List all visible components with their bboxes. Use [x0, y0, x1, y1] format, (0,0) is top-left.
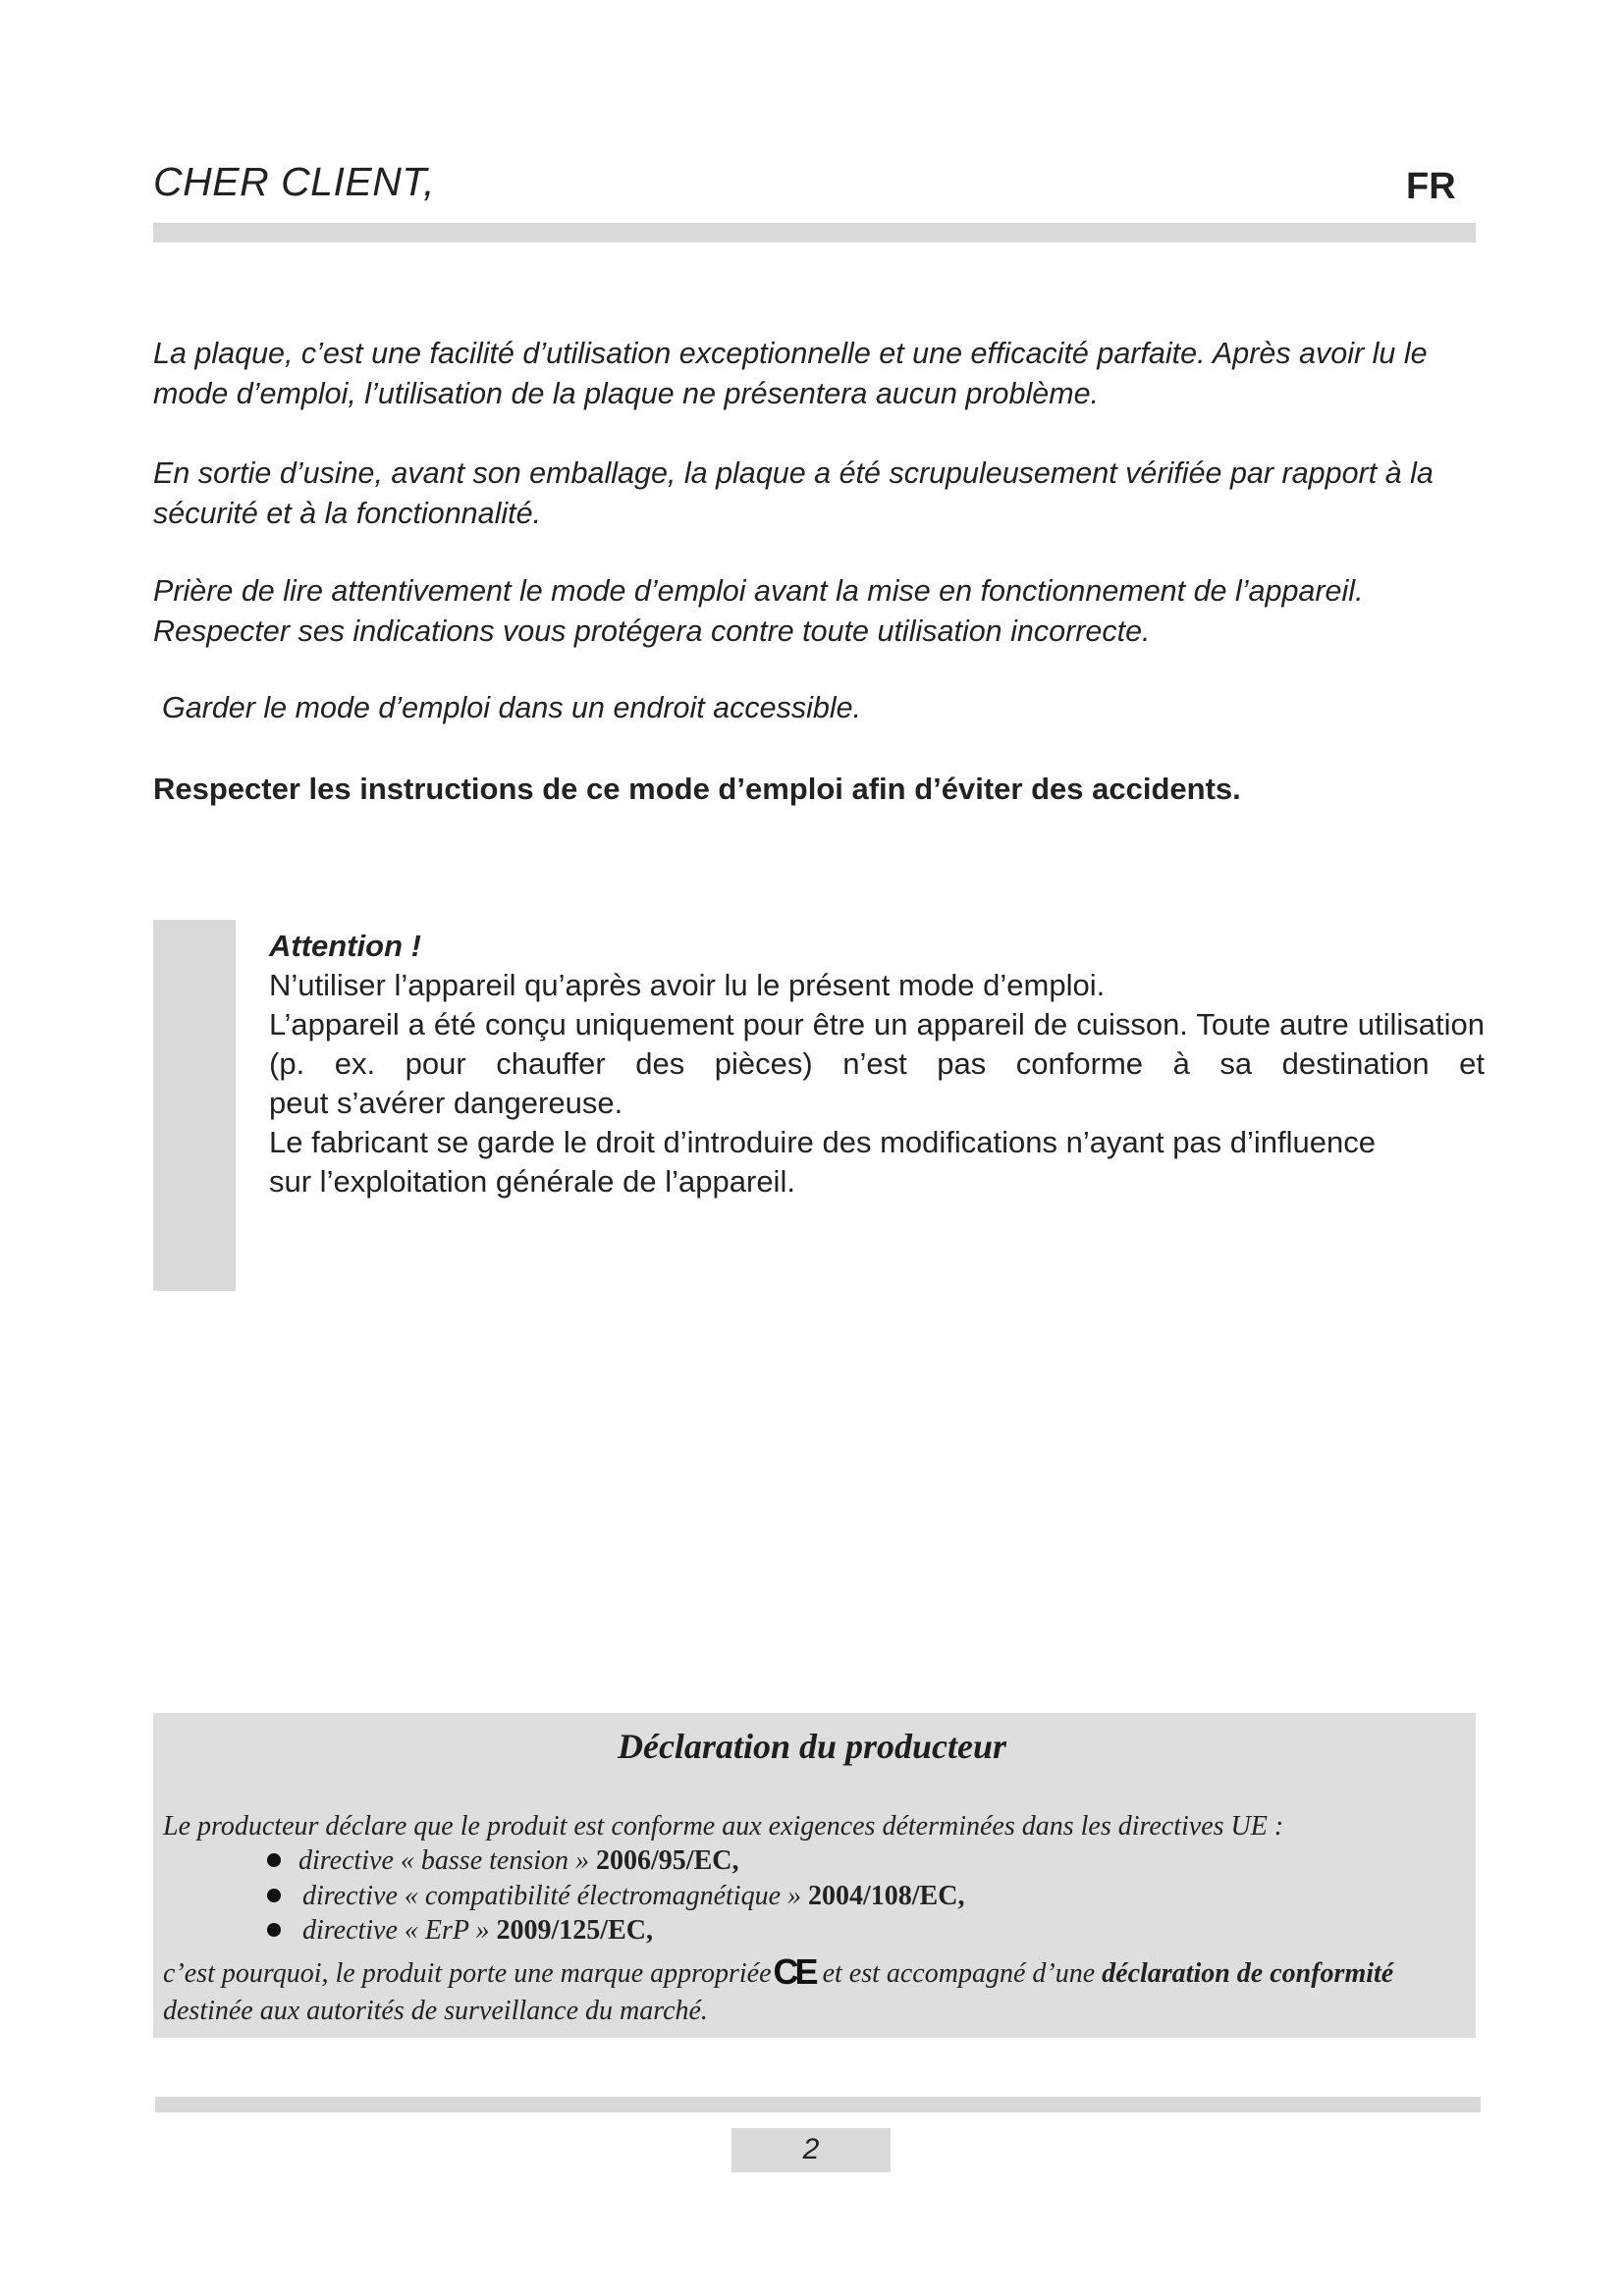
attention-block: [269, 927, 1485, 1201]
declaration-intro: Le producteur déclare que le produit est conforme aux exigences déterminées dans les directives UE :: [163, 1811, 1284, 1842]
intro-paragraph-1: La plaque, c’est une facilité d’utilisation exceptionnelle et une efficacité parfaite. Après avoir lu le mode d’emploi, l’utilisation de la plaque ne présentera aucun problème.: [153, 337, 1428, 410]
bullet-icon: [267, 1853, 281, 1867]
attention-line: L’appareil a été conçu uniquement pour être un appareil de cuisson. Toute autre utilisation (p. ex. pour chauffer des pièces) n’est pas conforme à sa destination et: [269, 1007, 1485, 1081]
directive-name: directive « ErP »: [302, 1915, 490, 1946]
declaration-closing: [163, 1953, 1469, 2030]
language-code: FR: [1406, 166, 1456, 207]
directive-name: directive « compatibilité électromagnétique »: [302, 1881, 801, 1911]
directive-code: 2004/108/EC,: [808, 1881, 965, 1911]
directive-list-item: [267, 1845, 738, 1877]
attention-side-bar: [153, 920, 236, 1291]
safety-instruction: Respecter les instructions de ce mode d’emploi afin d’éviter des accidents.: [153, 772, 1241, 806]
intro-paragraph-3: Prière de lire attentivement le mode d’emploi avant la mise en fonctionnement de l’appareil. Respecter ses indications vous protégera contre toute utilisation incorrecte.: [153, 574, 1364, 648]
attention-title: Attention !: [269, 929, 421, 963]
bullet-icon: [267, 1923, 281, 1937]
closing-text: c’est pourquoi, le produit porte une marque appropriée: [163, 1958, 772, 1989]
attention-line: Le fabricant se garde le droit d’introduire des modifications n’ayant pas d’influence: [269, 1125, 1377, 1159]
intro-paragraph-2: En sortie d’usine, avant son emballage, la plaque a été scrupuleusement vérifiée par rapport à la sécurité et à la fonctionnalité.: [153, 456, 1434, 530]
bullet-icon: [267, 1889, 281, 1902]
intro-paragraph-4: Garder le mode d’emploi dans un endroit accessible.: [162, 691, 862, 724]
page-title: CHER CLIENT,: [153, 159, 435, 204]
attention-line: sur l’exploitation générale de l’appareil.: [269, 1164, 795, 1199]
attention-line: peut s’avérer dangereuse.: [269, 1086, 623, 1120]
directive-list-item: [267, 1881, 964, 1912]
directive-code: 2009/125/EC,: [496, 1915, 653, 1946]
page-number: 2: [802, 2133, 820, 2165]
declaration-title: Déclaration du producteur: [617, 1727, 1007, 1766]
conformity-declaration: déclaration de conformité: [1102, 1958, 1394, 1989]
footer-divider: [155, 2097, 1481, 2112]
closing-text: destinée aux autorités de surveillance du marché.: [163, 1996, 708, 2026]
ce-mark-icon: CE: [773, 1951, 815, 1992]
directive-list-item: [267, 1915, 653, 1947]
attention-line: N’utiliser l’appareil qu’après avoir lu le présent mode d’emploi.: [269, 968, 1106, 1002]
directive-code: 2006/95/EC,: [596, 1845, 739, 1876]
directive-name: directive « basse tension »: [298, 1845, 590, 1876]
closing-text: et est accompagné d’une: [822, 1958, 1096, 1989]
header-divider: [153, 223, 1476, 242]
